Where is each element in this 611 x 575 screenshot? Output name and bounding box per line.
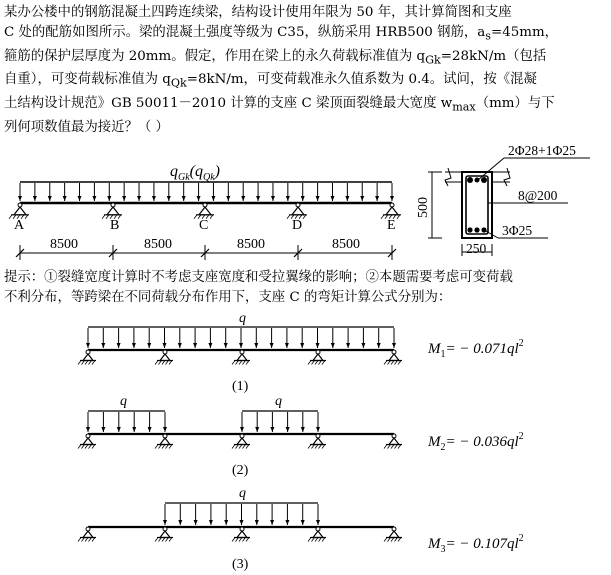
- main-beam-diagram: [9, 163, 401, 260]
- support-triangle: [83, 438, 93, 445]
- support-triangle: [237, 354, 247, 361]
- support-hatch: [232, 538, 235, 542]
- bottom-bar: [467, 227, 472, 232]
- stirrups-label: 8@200: [518, 188, 558, 203]
- support-triangle: [160, 531, 170, 538]
- case2-label: (2): [232, 463, 249, 478]
- support-hatch: [381, 215, 384, 219]
- problem-line-3: 箍筋的保护层厚度为 20mm。假定，作用在梁上的永久荷载标准值为 $q_{Gk}=28kN/m$（包括: [4, 48, 547, 67]
- support-label-b: B: [110, 218, 120, 233]
- load-case-diagrams: [78, 311, 524, 572]
- support-triangle: [199, 207, 211, 215]
- support-hatch: [308, 445, 311, 449]
- support-hatch: [155, 361, 158, 365]
- hint-line-2: 不利分布，等跨梁在不同荷载分布作用下，支座 C 的弯矩计算公式分别为：: [4, 290, 452, 305]
- support-hatch: [155, 445, 158, 449]
- support-triangle: [107, 207, 119, 215]
- problem-line-4: 自重），可变荷载标准值为 $q_{Qk}=8kN/m$，可变荷载准永久值系数为 0.4。试问，按《混凝: [4, 72, 537, 91]
- case3-formula: $M_3= - 0.107ql^2$: [428, 533, 524, 555]
- support-triangle: [313, 354, 323, 361]
- problem-line-5: 土结构设计规范》GB 50011－2010 计算的支座 C 梁顶面裂缝最大宽度 $w_{max}(mm)$与下: [4, 96, 555, 114]
- bottom-bars-label: 3Φ25: [502, 223, 533, 238]
- problem-line-2: C 处的配筋如图所示。梁的混凝土强度等级为 C35，纵筋采用 HRB500 钢筋，$a_s=45mm$，: [4, 25, 559, 43]
- support-label-c: C: [199, 218, 209, 233]
- support-hatch: [155, 538, 158, 542]
- case1-load-label: q: [239, 311, 246, 326]
- case3-load-label: q: [239, 486, 246, 501]
- support-triangle: [160, 438, 170, 445]
- case2-load-label-left: q: [120, 394, 127, 409]
- support-hatch: [308, 538, 311, 542]
- section-width: 250: [466, 241, 487, 256]
- support-hatch: [384, 445, 387, 449]
- bottom-bar: [474, 227, 479, 232]
- support-label-d: D: [292, 218, 303, 233]
- support-triangle: [389, 531, 399, 538]
- problem-line-1: 某办公楼中的钢筋混凝土四跨连续梁，结构设计使用年限为 50 年，其计算简图和支座: [4, 5, 512, 20]
- support-hatch: [384, 538, 387, 542]
- support-triangle: [14, 207, 26, 215]
- hint-line-1: 提示：①裂缝宽度计算时不考虑支座宽度和受拉翼缘的影响；②本题需要考虑可变荷载: [4, 270, 513, 285]
- support-hatch: [308, 361, 311, 365]
- support-triangle: [389, 438, 399, 445]
- support-hatch: [232, 445, 235, 449]
- support-hatch: [78, 361, 81, 365]
- load-arrows: [20, 183, 392, 201]
- support-hatch: [384, 361, 387, 365]
- support-hatch: [9, 215, 12, 219]
- support-triangle: [237, 531, 247, 538]
- support-hatch: [78, 538, 81, 542]
- support-hatch: [287, 215, 290, 219]
- case3-label: (3): [232, 557, 249, 572]
- span-bc: 8500: [144, 237, 172, 252]
- case2-load-label-right: q: [275, 394, 282, 409]
- support-triangle: [313, 531, 323, 538]
- case1-formula: $M_1= - 0.071ql^2$: [428, 338, 524, 360]
- span-ab: 8500: [50, 237, 78, 252]
- support-triangle: [313, 438, 323, 445]
- support-triangle: [386, 207, 398, 215]
- top-bars-label: 2Φ28+1Φ25: [508, 143, 576, 158]
- support-triangle: [83, 354, 93, 361]
- support-hatch: [102, 215, 105, 219]
- top-bar: [481, 177, 487, 183]
- cross-section-diagram: [416, 143, 590, 256]
- supports: [9, 203, 401, 219]
- span-de: 8500: [332, 237, 360, 252]
- break-line-right: [504, 168, 510, 186]
- break-line-left: [445, 168, 451, 186]
- support-triangle: [160, 354, 170, 361]
- support-hatch: [232, 361, 235, 365]
- support-hatch: [194, 215, 197, 219]
- load-label: $q_{Gk}(q_{Qk})$: [170, 163, 220, 183]
- support-label-a: A: [14, 218, 25, 233]
- top-bar: [467, 177, 473, 183]
- support-triangle: [237, 438, 247, 445]
- case1-label: (1): [232, 379, 249, 394]
- stirrup: [466, 176, 488, 234]
- support-label-e: E: [387, 218, 396, 233]
- case2-formula: $M_2= - 0.036ql^2$: [428, 431, 524, 453]
- support-triangle: [389, 354, 399, 361]
- support-triangle: [292, 207, 304, 215]
- problem-line-6: 列何项数值最为接近？（ ）: [4, 119, 169, 135]
- support-triangle: [83, 531, 93, 538]
- section-height: 500: [416, 197, 431, 218]
- support-hatch: [78, 445, 81, 449]
- span-cd: 8500: [237, 237, 265, 252]
